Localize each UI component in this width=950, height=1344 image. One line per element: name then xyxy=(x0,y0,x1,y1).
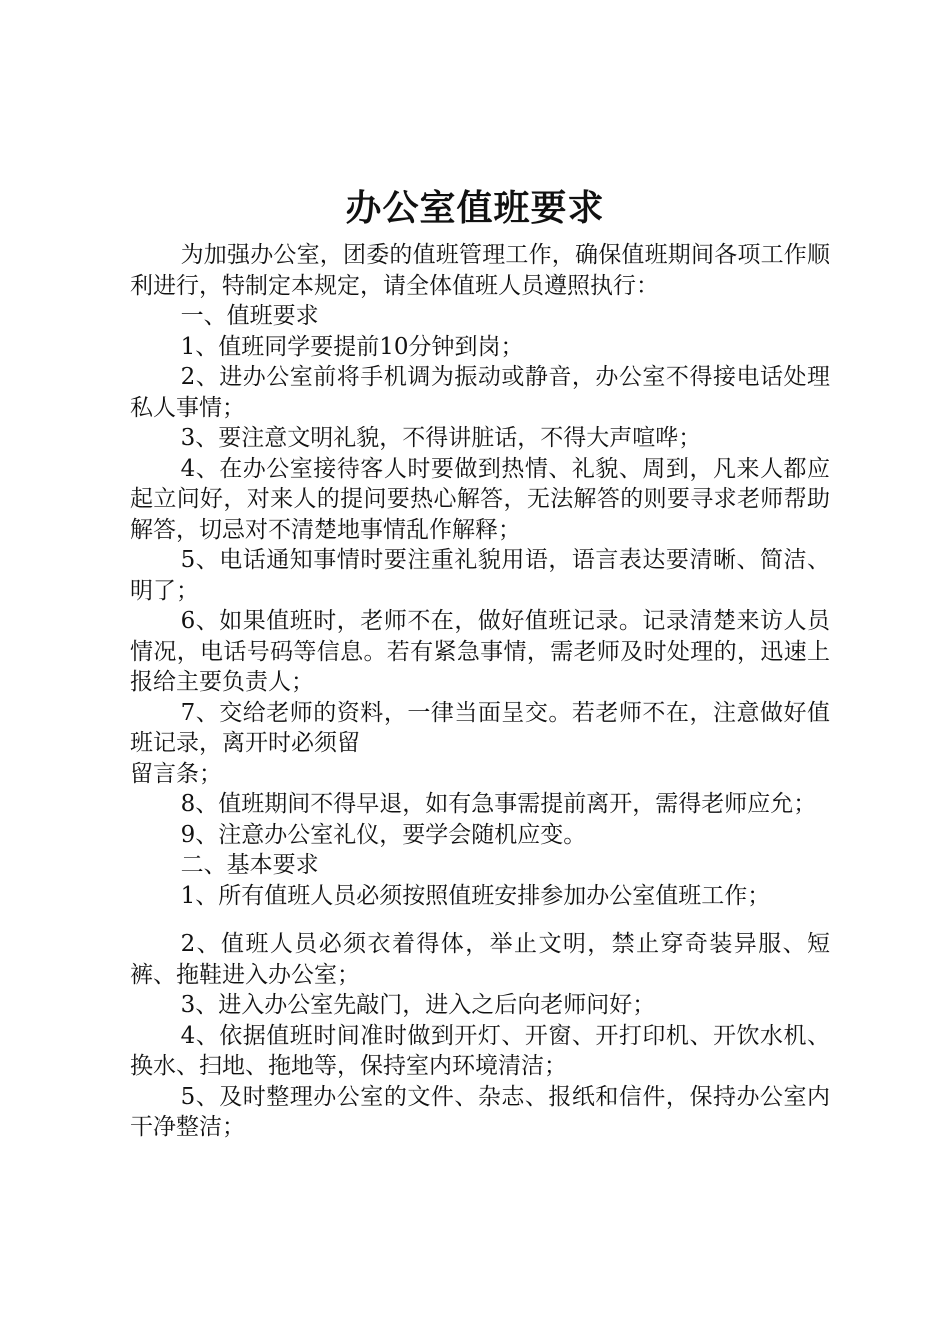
document-body xyxy=(130,240,830,1143)
document-title: 办公室值班要求 xyxy=(345,187,605,229)
duty-item-6: 6、如果值班时，老师不在，做好值班记录。记录清楚来访人员情况，电话号码等信息。若有紧急事情，需老师及时处理的，迅速上报给主要负责人； xyxy=(130,608,830,695)
duty-item-2: 2、进办公室前将手机调为振动或静音，办公室不得接电话处理私人事情； xyxy=(130,364,830,421)
duty-item-4: 4、在办公室接待客人时要做到热情、礼貌、周到，凡来人都应起立问好，对来人的提问要热心解答，无法解答的则要寻求老师帮助解答，切忌对不清楚地事情乱作解释； xyxy=(130,455,830,543)
duty-item-7: 7、交给老师的资料，一律当面呈交。若老师不在，注意做好值班记录，离开时必须留 xyxy=(130,699,830,756)
basic-item-5: 5、及时整理办公室的文件、杂志、报纸和信件，保持办公室内干净整洁； xyxy=(130,1083,830,1140)
duty-item-7-continuation: 留言条； xyxy=(130,760,222,787)
duty-item-1: 1、值班同学要提前10分钟到岗； xyxy=(180,333,524,360)
duty-item-3: 3、要注意文明礼貌，不得讲脏话，不得大声喧哗； xyxy=(180,425,702,451)
basic-item-2: 2、值班人员必须衣着得体，举止文明，禁止穿奇装异服、短裤、拖鞋进入办公室； xyxy=(130,931,830,988)
section-heading-duty-requirements: 一、值班要求 xyxy=(180,303,319,329)
basic-item-1: 1、所有值班人员必须按照值班安排参加办公室值班工作； xyxy=(180,882,771,909)
duty-item-9: 9、注意办公室礼仪，要学会随机应变。 xyxy=(180,821,587,848)
basic-item-4: 4、依据值班时间准时做到开灯、开窗、开打印机、开饮水机、换水、扫地、拖地等，保持室内环境清洁； xyxy=(130,1022,830,1079)
duty-item-5: 5、电话通知事情时要注重礼貌用语，语言表达要清晰、简洁、明了； xyxy=(130,547,830,604)
section-heading-basic-requirements: 二、基本要求 xyxy=(180,852,319,878)
intro-paragraph: 为加强办公室，团委的值班管理工作，确保值班期间各项工作顺利进行，特制定本规定，请全体值班人员遵照执行： xyxy=(130,242,830,299)
duty-item-8: 8、值班期间不得早退，如有急事需提前离开，需得老师应允； xyxy=(180,791,817,817)
basic-item-3: 3、进入办公室先敲门，进入之后向老师问好； xyxy=(180,992,656,1018)
